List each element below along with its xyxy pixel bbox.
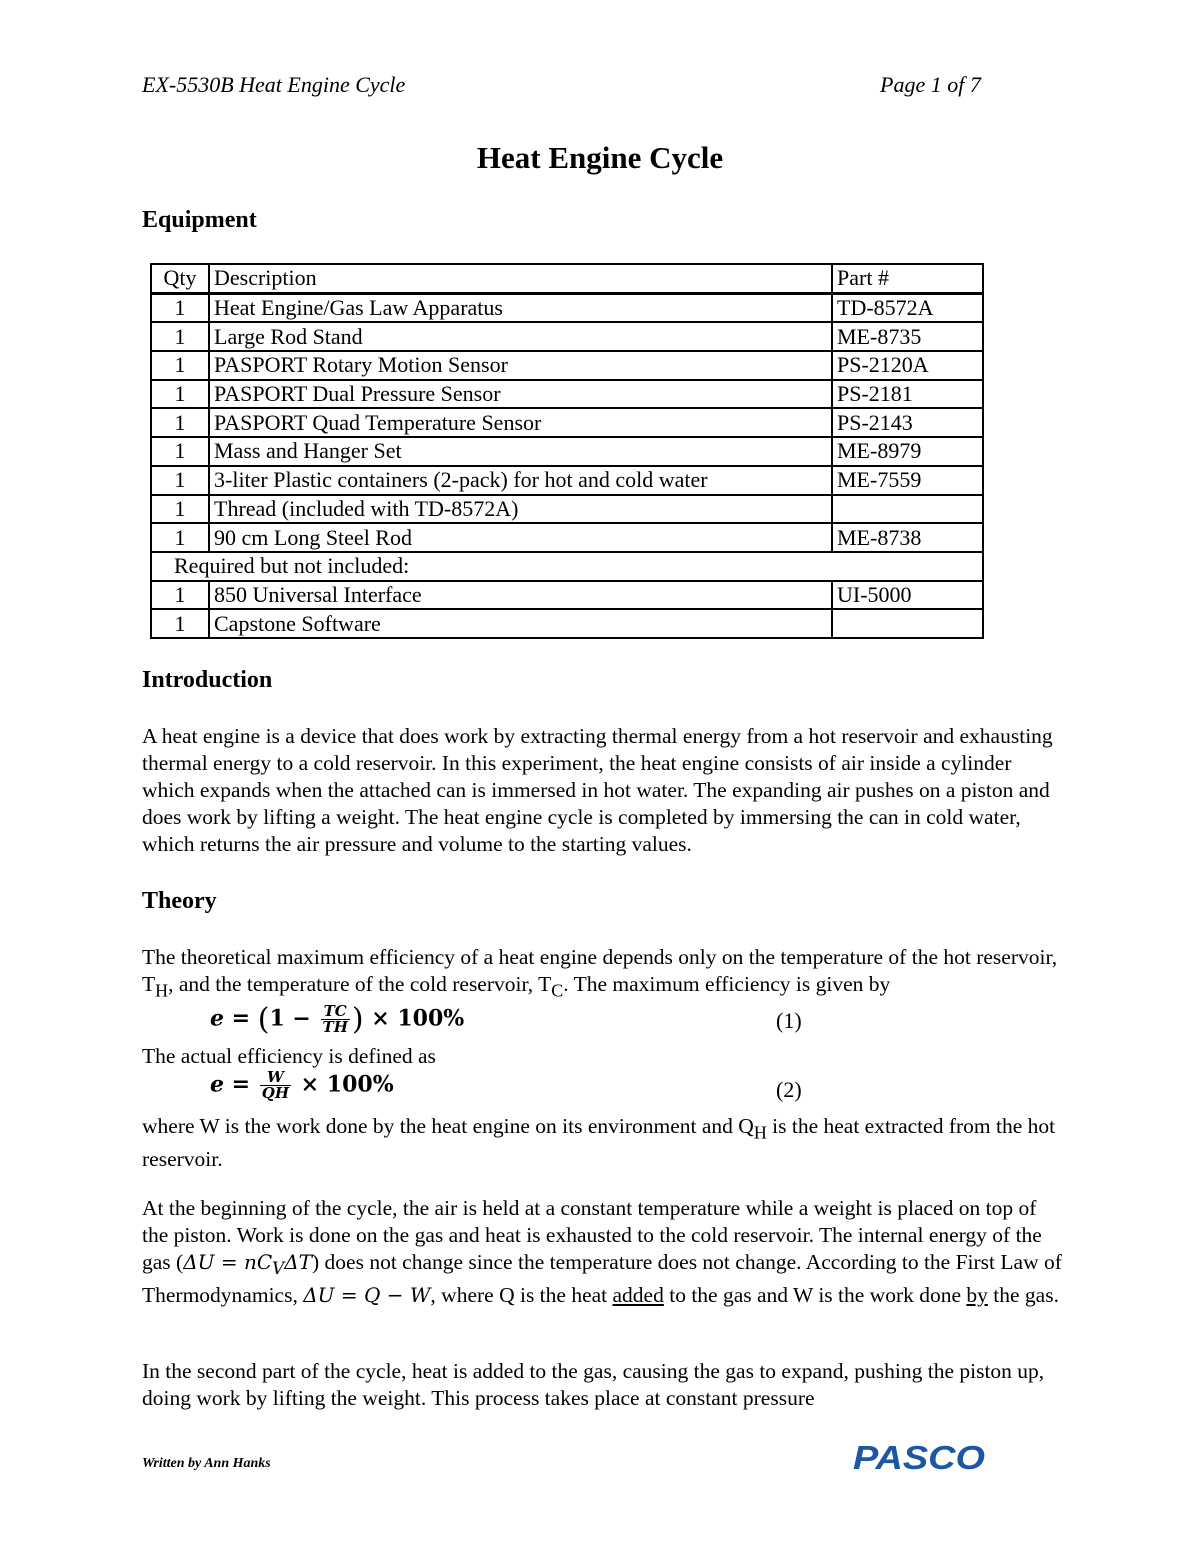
math-inline: $\Delta U = nC_V\Delta T$ [183, 1250, 312, 1278]
cell-description: PASPORT Dual Pressure Sensor [209, 380, 832, 409]
equation-lhs: e = [210, 1071, 258, 1098]
actual-efficiency-text: The actual efficiency is defined as [142, 1044, 436, 1068]
theory-paragraph-2 [142, 1195, 1062, 1309]
cell-description: PASPORT Rotary Motion Sensor [209, 351, 832, 380]
theory-paragraph-3 [142, 1358, 1062, 1412]
cell-description: Mass and Hanger Set [209, 437, 832, 466]
theory-text: ) does not change since the temperature does not change. According to the First Law of Thermodynamics, [142, 1250, 1062, 1307]
table-row [151, 466, 983, 495]
subscript: C [551, 980, 564, 1001]
table-row [151, 495, 983, 524]
subscript: V [272, 1259, 285, 1278]
cell-description: 850 Universal Interface [209, 581, 832, 610]
table-row [151, 609, 983, 638]
cell-part: ME-8979 [832, 437, 983, 466]
cell-description: Large Rod Stand [209, 322, 832, 351]
cell-part: PS-2120A [832, 351, 983, 380]
theory-text: the gas. [987, 1283, 1059, 1307]
cell-qty: 1 [151, 380, 209, 409]
cell-part: PS-2143 [832, 408, 983, 437]
cell-qty: 1 [151, 609, 209, 638]
column-header-description: Description [209, 264, 832, 293]
cell-part: ME-8735 [832, 322, 983, 351]
cell-description: Capstone Software [209, 609, 832, 638]
fraction-denominator: TH [322, 1018, 348, 1036]
cell-qty: 1 [151, 523, 209, 552]
header-doc-id: EX-5530B Heat Engine Cycle [142, 72, 406, 97]
cell-part: ME-7559 [832, 466, 983, 495]
theory-text: The theoretical maximum efficiency of a heat engine depends only on the temperature of the hot reservoir, T [142, 945, 1058, 996]
fraction-numerator: TC [321, 1004, 350, 1020]
subscript: H [155, 980, 169, 1001]
equation-1-number: (1) [776, 1008, 802, 1033]
cell-description: 3-liter Plastic containers (2-pack) for hot and cold water [209, 466, 832, 495]
equation-2 [210, 1070, 394, 1101]
equipment-heading: Equipment [142, 207, 257, 233]
cell-part: PS-2181 [832, 380, 983, 409]
table-row [151, 351, 983, 380]
theory-text: where W is the work done by the heat engine on its environment and Q [142, 1114, 754, 1138]
cell-qty: 1 [151, 495, 209, 524]
table-row [151, 408, 983, 437]
required-not-included-label: Required but not included: [151, 552, 983, 581]
svg-text:PASCO: PASCO [853, 1441, 986, 1473]
equation-term: 1 − [269, 1005, 319, 1032]
cell-part [832, 609, 983, 638]
fraction-denominator: QH [261, 1084, 289, 1102]
table-row [151, 581, 983, 610]
theory-heading: Theory [142, 888, 217, 914]
cell-description: Heat Engine/Gas Law Apparatus [209, 293, 832, 322]
introduction-text: A heat engine is a device that does work by extracting thermal energy from a hot reservoir and exhausting thermal energy to a cold reservoir. In this experiment, the heat engine consists of air inside a cylinder which expands when the attached can is immersed in hot water. The expanding air pushes on a piston and does work by lifting a weight. The heat engine cycle is completed by immersing the can in cold water, which returns the air pressure and volume to the starting values. [142, 724, 1053, 856]
cell-part [832, 495, 983, 524]
fraction [260, 1070, 291, 1101]
column-header-qty: Qty [151, 264, 209, 293]
page-title: Heat Engine Cycle [476, 140, 724, 175]
introduction-paragraph [142, 723, 1062, 858]
fraction [321, 1004, 350, 1035]
equation-rhs: × 100% [300, 1071, 394, 1098]
table-row [151, 523, 983, 552]
cell-qty: 1 [151, 581, 209, 610]
cell-qty: 1 [151, 408, 209, 437]
cell-description: PASPORT Quad Temperature Sensor [209, 408, 832, 437]
table-header-row [151, 264, 983, 293]
theory-text: . The maximum efficiency is given by [563, 972, 891, 996]
theory-text: In the second part of the cycle, heat is added to the gas, causing the gas to expand, pushing the piston up, doing work by lifting the weight. This process takes place at constant pressure [142, 1359, 1045, 1410]
cell-qty: 1 [151, 437, 209, 466]
equation-2-number: (2) [776, 1077, 802, 1102]
theory-where-paragraph [142, 1113, 1062, 1173]
equation-lhs: e = [210, 1005, 258, 1032]
theory-text: , where Q is the heat [430, 1283, 613, 1307]
theory-text: , and the temperature of the cold reservoir, T [168, 972, 552, 996]
theory-text: is the heat extracted from the hot reservoir. [142, 1114, 1056, 1172]
cell-qty: 1 [151, 322, 209, 351]
table-section-row [151, 552, 983, 581]
cell-part: UI-5000 [832, 581, 983, 610]
cell-qty: 1 [151, 466, 209, 495]
table-row [151, 437, 983, 466]
footer-author: Written by Ann Hanks [142, 1456, 271, 1471]
introduction-heading: Introduction [142, 667, 273, 693]
cell-qty: 1 [151, 351, 209, 380]
equation-rhs: × 100% [371, 1005, 465, 1032]
cell-part: ME-8738 [832, 523, 983, 552]
equation-1: e = (1 − $\frac{TC}{TH}$ ) × 100% [210, 1002, 465, 1037]
underlined-word: by [966, 1283, 988, 1307]
table-row [151, 380, 983, 409]
cell-qty: 1 [151, 293, 209, 322]
fraction-numerator: W [260, 1070, 291, 1086]
table-row [151, 322, 983, 351]
math-inline: ΔU = Q − W [303, 1283, 431, 1307]
theory-text: At the beginning of the cycle, the air is held at a constant temperature while a weight is placed on top of the piston. Work is done on the gas and heat is exhausted to the cold reservoir. The internal energy of the gas ( [142, 1196, 1042, 1274]
cell-part: TD-8572A [832, 293, 983, 322]
pasco-logo-icon [851, 1441, 989, 1473]
theory-text: to the gas and W is the work done [663, 1283, 967, 1307]
cell-description: Thread (included with TD-8572A) [209, 495, 832, 524]
column-header-part: Part # [832, 264, 983, 293]
equipment-table [150, 263, 984, 639]
table-row [151, 293, 983, 322]
pasco-logo [851, 1441, 989, 1478]
header-page-number: Page 1 of 7 [880, 72, 981, 97]
theory-paragraph-1 [142, 944, 1062, 1004]
subscript: H [753, 1122, 767, 1143]
underlined-word: added [612, 1283, 664, 1307]
cell-description: 90 cm Long Steel Rod [209, 523, 832, 552]
